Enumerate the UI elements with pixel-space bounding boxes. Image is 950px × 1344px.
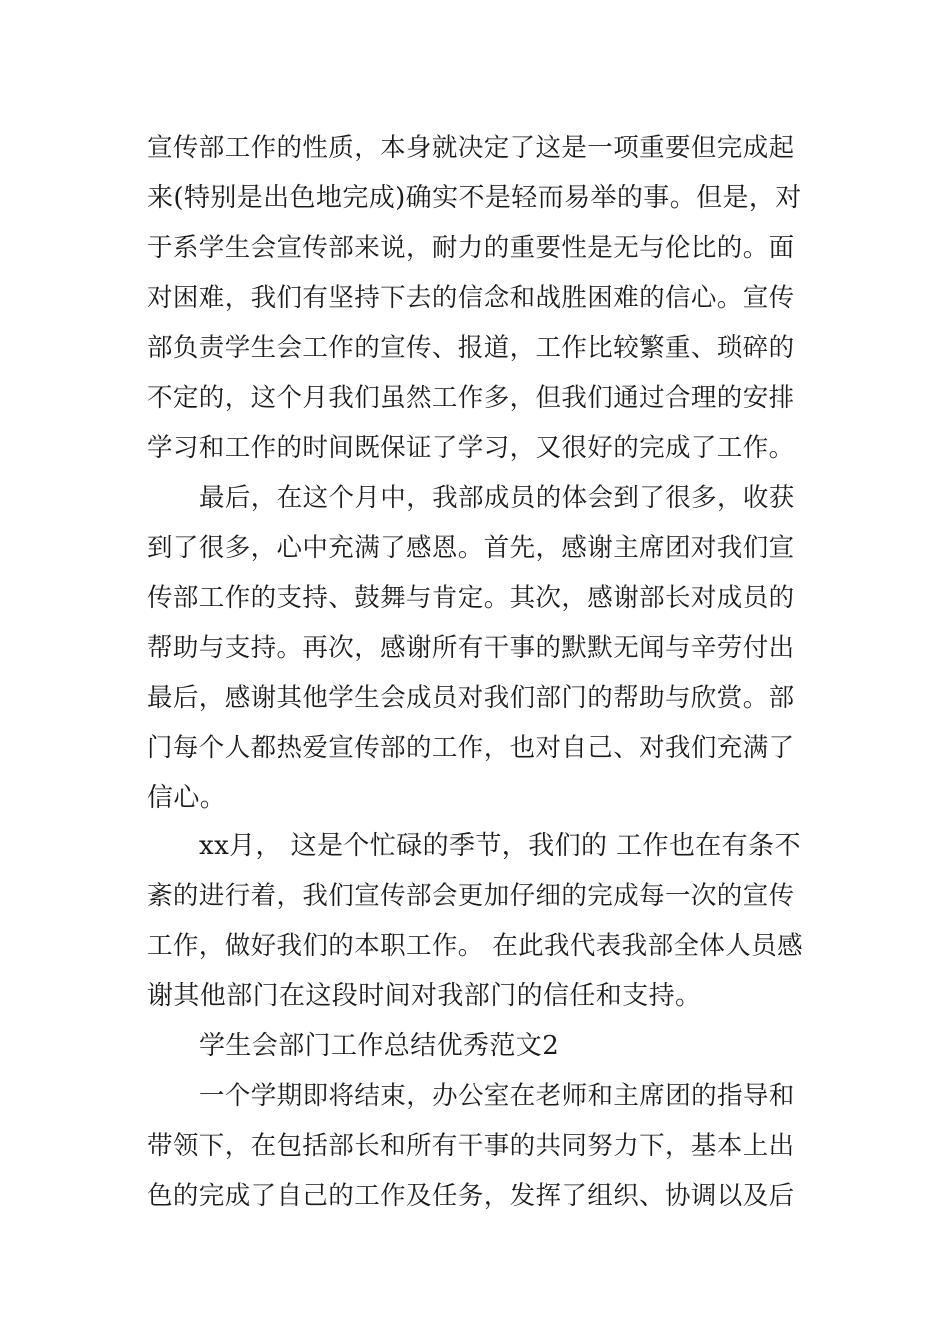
text-line: 于系学生会宣传部来说，耐力的重要性是无与伦比的。面: [147, 233, 795, 263]
text-line: 传部工作的支持、鼓舞与肯定。其次，感谢部长对成员的: [147, 583, 795, 613]
text-line: 紊的进行着，我们宣传部会更加仔细的完成每一次的宣传: [147, 881, 795, 911]
section-heading: 学生会部门工作总结优秀范文2: [199, 1031, 560, 1061]
text-line: 不定的，这个月我们虽然工作多，但我们通过合理的安排: [147, 383, 795, 413]
text-line: xx月， 这是个忙碌的季节，我们的 工作也在有条不: [199, 831, 801, 861]
text-line: 帮助与支持。再次，感谢所有干事的默默无闻与辛劳付出: [147, 633, 795, 663]
text-line: 最后，感谢其他学生会成员对我们部门的帮助与欣赏。部: [147, 683, 795, 713]
text-line: 部负责学生会工作的宣传、报道，工作比较繁重、琐碎的: [147, 333, 795, 363]
text-line: 谢其他部门在这段时间对我部门的信任和支持。: [147, 981, 702, 1011]
text-line: 门每个人都热爱宣传部的工作，也对自己、对我们充满了: [147, 733, 795, 763]
text-line: 工作，做好我们的本职工作。 在此我代表我部全体人员感: [147, 931, 804, 961]
text-line: 信心。: [147, 783, 227, 813]
text-line: 宣传部工作的性质，本身就决定了这是一项重要但完成起: [147, 133, 795, 163]
text-line: 一个学期即将结束，办公室在老师和主席团的指导和: [199, 1081, 795, 1111]
text-line: 到了很多，心中充满了感恩。首先，感谢主席团对我们宣: [147, 533, 795, 563]
text-line: 学习和工作的时间既保证了学习，又很好的完成了工作。: [147, 433, 795, 463]
text-line: 对困难，我们有坚持下去的信念和战胜困难的信心。宣传: [147, 283, 795, 313]
text-line: 最后，在这个月中，我部成员的体会到了很多，收获: [199, 483, 795, 513]
text-line: 带领下，在包括部长和所有干事的共同努力下，基本上出: [147, 1131, 795, 1161]
text-line: 色的完成了自己的工作及任务，发挥了组织、协调以及后: [147, 1181, 795, 1211]
text-line: 来(特别是出色地完成)确实不是轻而易举的事。但是，对: [147, 183, 802, 213]
